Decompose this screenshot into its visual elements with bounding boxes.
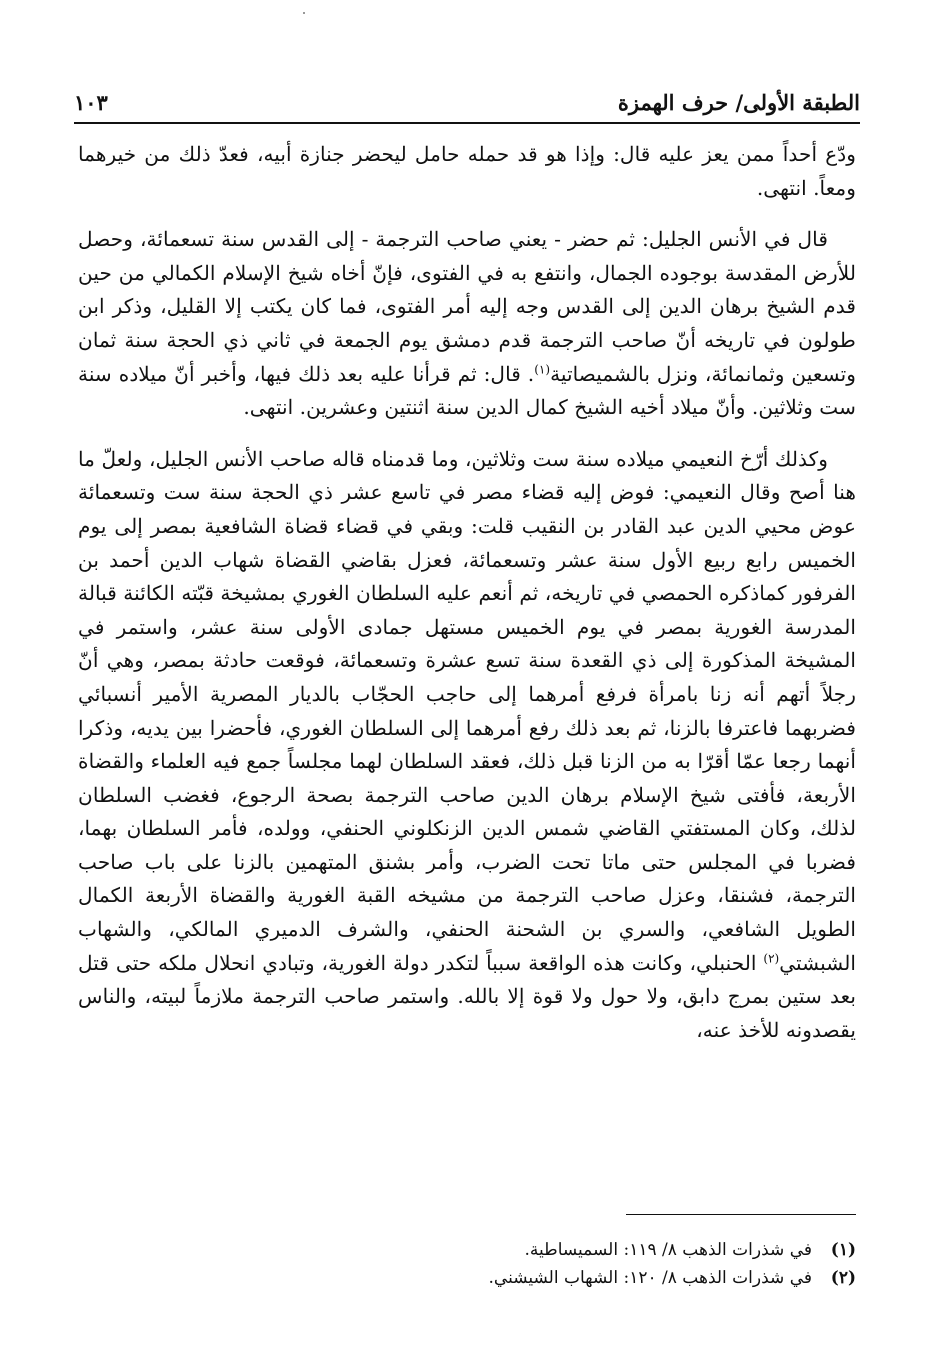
- footnote-ref-2[interactable]: (٢): [763, 950, 780, 965]
- footnotes: [80, 1236, 856, 1292]
- footnote-2: [80, 1264, 856, 1292]
- footnote-2-number: (٢): [830, 1268, 856, 1288]
- footnote-1: [80, 1236, 856, 1264]
- paragraph-1-text: ودّع أحداً ممن يعز عليه قال: وإذا هو قد حمله حامل ليحضر جنازة أبيه، فعدّ ذلك من خيرهما ومعاً. انتهى.: [78, 142, 856, 200]
- paragraph-3-text-b: الحنبلي، وكانت هذه الواقعة سبباً لتكدر دولة الغورية، وتبادي انحلال ملكه حتى قتل بعد ستين بمرج دابق، ولا حول ولا قوة إلا بالله. واستمر صاحب الترجمة ملازماً لبيته، والناس يقصدونه للأخذ عنه،: [78, 950, 856, 1042]
- footnote-2-text: في شذرات الذهب ٨/ ١٢٠: الشهاب الشيشني.: [488, 1268, 812, 1288]
- running-header-title: الطبقة الأولى/ حرف الهمزة: [617, 89, 860, 115]
- footnote-separator: [626, 1214, 856, 1215]
- scan-mark: [303, 12, 305, 14]
- page-number: ١٠٣: [74, 89, 108, 115]
- paragraph-2: [78, 223, 856, 425]
- footnote-1-text: في شذرات الذهب ٨/ ١١٩: السميساطية.: [524, 1240, 812, 1260]
- running-header: [74, 82, 860, 124]
- paragraph-2-text-b: . قال: ثم قرأنا عليه بعد ذلك فيها، وأخبر أنّ ميلاده سنة ست وثلاثين. وأنّ ميلاد أخيه الشيخ كمال الدين سنة اثنتين وعشرين. انتهى.: [78, 361, 856, 420]
- main-text: [78, 138, 856, 1065]
- paragraph-1: [78, 138, 856, 205]
- footnote-ref-1[interactable]: (١): [534, 361, 551, 376]
- paragraph-2-text-a: قال في الأنس الجليل: ثم حضر - يعني صاحب الترجمة - إلى القدس سنة تسعمائة، وحصل للأرض المقدسة بوجوده الجمال، وانتفع به في الفتوى، فإنّ أخاه شيخ الإسلام الكمالي من حين قدم الشيخ برهان الدين إلى القدس وجه إليه أمر الفتوى، فما كان يكتب إلا القليل، وذكر ابن طولون في تاريخه أنّ صاحب الترجمة قدم دمشق يوم الجمعة في ثاني ذي الحجة سنة ثمان وتسعين وثمانمائة، ونزل بالشميصاتية: [78, 227, 857, 386]
- paragraph-3: [78, 443, 856, 1048]
- footnote-1-number: (١): [830, 1240, 856, 1260]
- paragraph-3-text-a: وكذلك أرّخ النعيمي ميلاده سنة ست وثلاثين، وما قدمناه قاله صاحب الأنس الجليل، ولعلّ ما هنا أصح وقال النعيمي: فوض إليه قضاء مصر في تاسع عشر ذي الحجة سنة ست وتسعمائة عوض محيي الدين عبد القادر بن النقيب قلت: وبقي في قضاء قضاة الشافعية بمصر إلى يوم الخميس رابع ربيع الأول سنة عشر وتسعمائة، فعزل بقاضي القضاة شهاب الدين أحمد بن الفرفور كماذكره الحمصي في تاريخه، ثم أنعم عليه السلطان الغوري بمشيخة قبّته الكائنة قبالة المدرسة الغورية بمصر في يوم الخميس مستهل جمادى الأولى سنة عشر، واستمر في المشيخة المذكورة إلى ذي القعدة سنة تسع عشرة وتسعمائة، فوقعت حادثة بمصر، وهي أنّ رجلاً أتهم أنه زنا بامرأة فرفع أمرهما إلى حاجب الحجّاب بالديار المصرية الأمير أنسبائي فضربهما فاعترفا بالزنا، ثم بعد ذلك رفع أمرهما إلى السلطان الغوري، فأحضرا بين يديه، وذكرا أنهما رجعا عمّا أقرّا به من الزنا قبل ذلك، فعقد السلطان لهما مجلساً جمع فيه العلماء والقضاة الأربعة، فأفتى شيخ الإسلام برهان الدين صاحب الترجمة بصحة الرجوع، فغضب السلطان لذلك، وكان المستفتي القاضي شمس الدين الزنكلوني الحنفي، وولده، فأمر السلطان بهما، فضربا في المجلس حتى ماتا تحت الضرب، وأمر بشنق المتهمين بالزنا على باب صاحب الترجمة، فشنقا، وعزل صاحب الترجمة من مشيخه القبة الغورية والقضاة الأربعة الكمال الطويل الشافعي، والسري بن الشحنة الحنفي، والشرف الدميري المالكي، والشهاب الشبشتي: [78, 446, 856, 975]
